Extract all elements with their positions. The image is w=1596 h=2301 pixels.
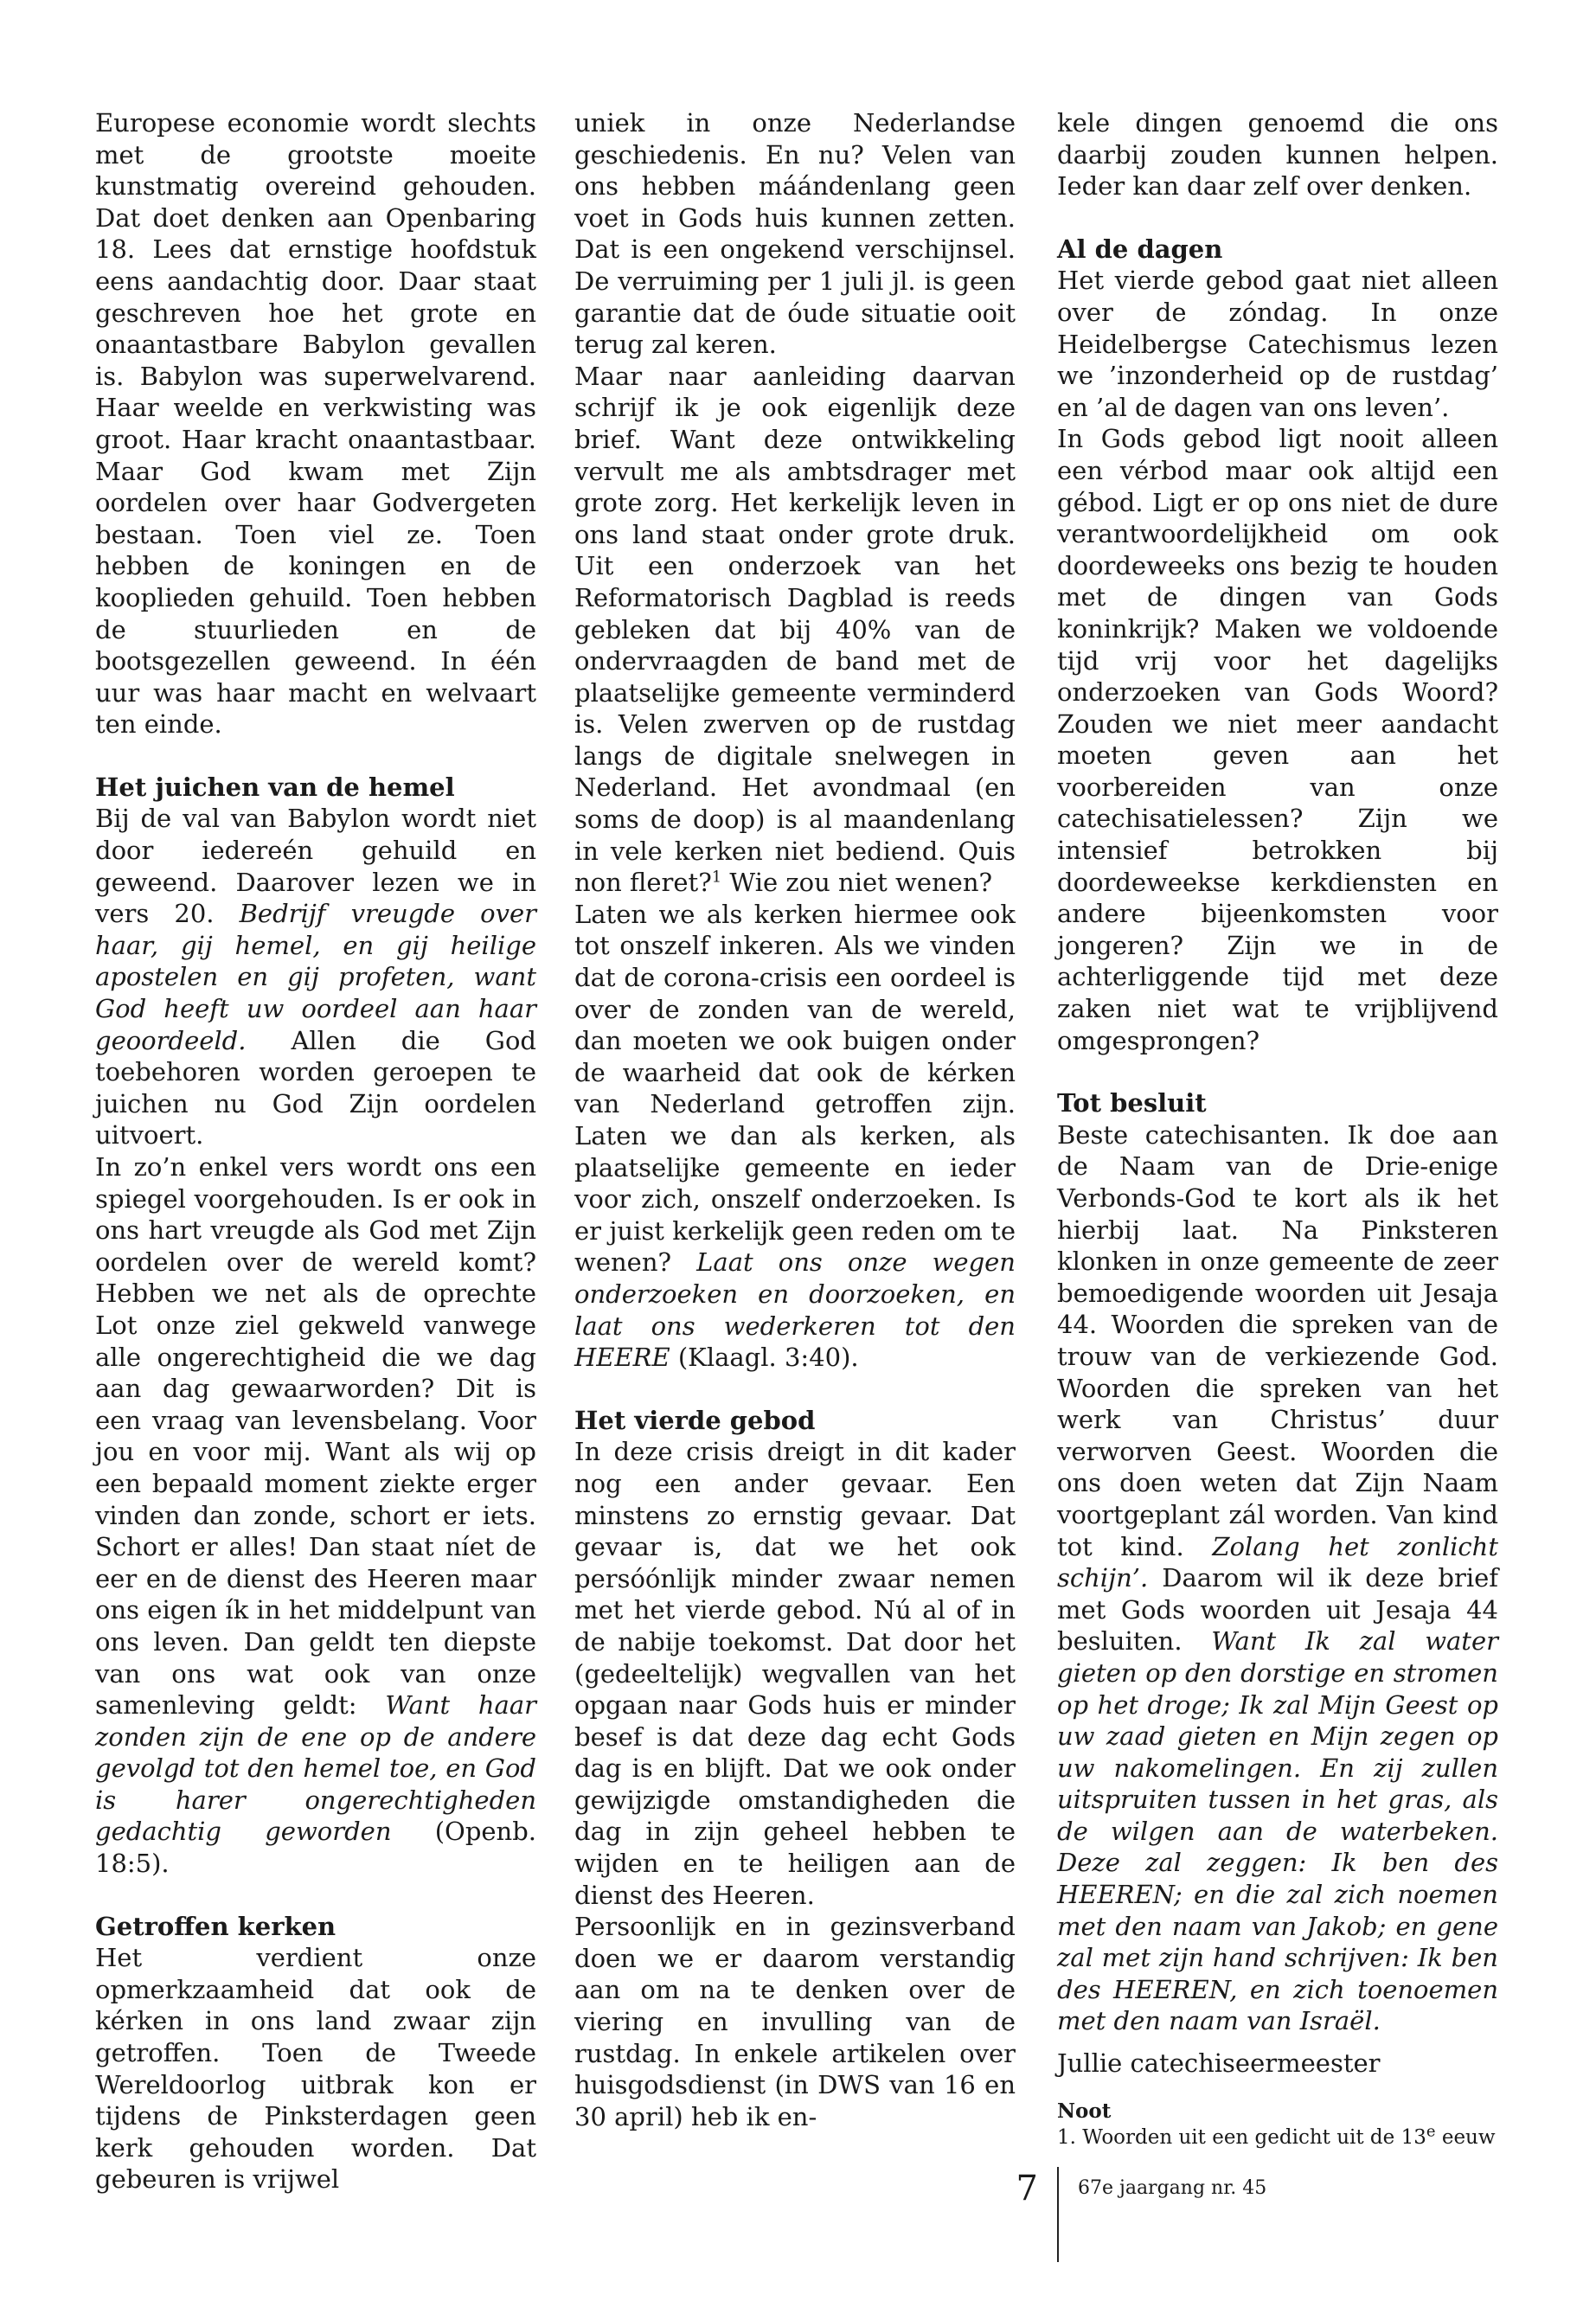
signature-line: Jullie catechiseermeester (1057, 2048, 1381, 2079)
section-heading-getroffen-kerken: Getroffen kerken (95, 1911, 337, 1941)
section-heading-het-vierde-gebod: Het vierde gebod (574, 1405, 816, 1435)
superscript: e (1426, 2121, 1436, 2140)
bible-quote: Want haar zonden zijn de ene op de andere gevolgd tot den hemel toe, en God is harer ongerechtigheden gedachtig geworden (95, 1690, 536, 1847)
quote: Zolang het zonlicht schijn’. (1057, 1531, 1498, 1593)
paragraph: Beste catechisanten. Ik doe aan de Naam van de Drie-enige Verbonds-God te kort als ik het hierbij laat. Na Pinksteren klonken in onze gemeente de zeer bemoedigende woorden uit Jesaja 44. Woorden die spreken van de trouw van de verkiezende God. Woorden die spreken van het werk van Christus’ duur verworven Geest. Woorden die ons doen weten dat Zijn Naam voortgeplant zál worden. Van kind tot kind. Zolang het zonlicht schijn’. Daarom wil ik deze brief met Gods woorden uit Jesaja 44 besluiten. Want Ik zal water gieten op den dorstige en stromen op het droge; Ik zal Mijn Geest op uw zaad gieten en Mijn zegen op uw nakomelingen. En zij zullen uitspruiten tussen in het gras, als de wilgen aan de waterbeken. Deze zal zeggen: Ik ben des HEEREN; en die zal zich noemen met den naam van Jakob; en gene zal met zijn hand schrijven: Ik ben des HEEREN, en zich toenoemen met den naam van Israël. (1057, 1119, 1498, 2036)
paragraph: Het verdient onze opmerkzaamheid dat ook de kérken in ons land zwaar zijn getroffen. Toen de Tweede Wereldoorlog uitbrak kon er tijdens de Pinksterdagen geen kerk gehouden worden. Dat gebeuren is vrijwel (95, 1943, 536, 2195)
paragraph: Het vierde gebod gaat niet alleen over de zóndag. In onze Heidelbergse Catechismus lezen we ’inzonderheid op de rustdag’ en ’al de dagen van ons leven’. (1057, 266, 1498, 422)
paragraph: Laten we als kerken hiermee ook tot onszelf inkeren. Als we vinden dat de corona-crisis een oordeel is over de zonden van de wereld, dan moeten we ook buigen onder de waarheid dat ook de kérken van Nederland getroffen zijn. Laten we dan als kerken, als plaatselijke gemeente en ieder voor zich, onszelf onderzoeken. Is er juist kerkelijk geen reden om te wenen? Laat ons onze wegen onderzoeken en doorzoeken, en laat ons wederkeren tot den HEERE (Klaagl. 3:40). (574, 899, 1016, 1373)
footnote-marker: 1 (711, 868, 722, 887)
paragraph: In deze crisis dreigt in dit kader nog een ander gevaar. Een minstens zo ernstig gevaar. Dat gevaar is, dat we het ook persóónlijk minder zwaar nemen met het vierde gebod. Nú al of in de nabije toekomst. Dat door het (gedeeltelijk) wegvallen van het opgaan naar Gods huis er minder besef is dat deze dag echt Gods dag is en blijft. Dat we ook onder gewijzigde omstandigheden die dag in zijn geheel hebben te wijden en te heiligen aan de dienst des Heeren. (574, 1437, 1016, 1910)
paragraph: Maar naar aanleiding daarvan schrijf ik je ook eigenlijk deze brief. Want deze ontwikkeling vervult me als ambtsdrager met grote zorg. Het kerkelijk leven in ons land staat onder grote druk. Uit een onderzoek van het Reformatorisch Dagblad is reeds gebleken dat bij 40% van de ondervraagden de band met de plaatselijke gemeente verminderd is. Velen zwerven op de rustdag langs de digitale snelwegen in Nederland. Het avondmaal (en soms de doop) is al maandenlang in vele kerken niet bediend. Quis non fleret?$^1$ Wie zou niet wenen? (574, 361, 1016, 898)
paragraph: In zo’n enkel vers wordt ons een spiegel voorgehouden. Is er ook in ons hart vreugde als God met Zijn oordelen over de wereld komt? Hebben we net als de oprechte Lot onze ziel gekweld vanwege alle ongerechtigheid die we dag aan dag gewaarworden? Dit is een vraag van levensbelang. Voor jou en voor mij. Want als wij op een bepaald moment ziekte erger vinden dan zonde, schort er iets. Schort er alles! Dan staat níet de eer en de dienst des Heeren maar ons eigen ík in het middelpunt van ons leven. Dan geldt ten diepste van ons wat ook van onze samenleving geldt: Want haar zonden zijn de ene op de andere gevolgd tot den hemel toe, en God is harer ongerechtigheden gedachtig geworden (Openb. 18:5). (95, 1152, 537, 1879)
bible-quote: Laat ons onze wegen onderzoeken en doorzoeken, en laat ons wederkeren tot den HEERE (574, 1247, 1016, 1373)
issue-info: 67e jaargang nr. 45 (1078, 2177, 1267, 2199)
page-number: 7 (1016, 2169, 1038, 2208)
section-heading-het-juichen: Het juichen van de hemel (95, 772, 455, 802)
article-column-3 (1057, 107, 1498, 2150)
article-column-1 (95, 107, 536, 2195)
footnote: 1. Woorden uit een gedicht uit de 13e eeuw (1057, 2121, 1496, 2149)
bible-quote: Bedrijf vreugde over haar, gij hemel, en gij heilige apostelen en gij profeten, want God heeft uw oordeel aan haar geoordeeld. (95, 899, 536, 1055)
section-heading-al-de-dagen: Al de dagen (1057, 234, 1223, 264)
footer-divider (1057, 2167, 1059, 2262)
section-heading-tot-besluit: Tot besluit (1057, 1088, 1207, 1118)
paragraph: Europese economie wordt slechts met de grootste moeite kunstmatig overeind gehouden. Dat doet denken aan Openbaring 18. Lees dat ernstige hoofdstuk eens aandachtig door. Daar staat geschreven hoe het grote en onaantastbare Babylon gevallen is. Babylon was superwelvarend. Haar weelde en verkwisting was groot. Haar kracht onaantastbaar. Maar God kwam met Zijn oordelen over haar Godvergeten bestaan. Toen viel ze. Toen hebben de koningen en de kooplieden gehuild. Toen hebben de stuurlieden en de bootsgezellen geweend. In één uur was haar macht en welvaart ten einde. (95, 108, 536, 740)
page-footer (0, 2167, 1596, 2262)
paragraph: kele dingen genoemd die ons daarbij zouden kunnen helpen. Ieder kan daar zelf over denken. (1057, 108, 1498, 202)
paragraph: In Gods gebod ligt nooit alleen een vérbod maar ook altijd een gébod. Ligt er op ons niet de dure verantwoordelijkheid om ook doordeweeks ons bezig te houden met de dingen van Gods koninkrijk? Maken we voldoende tijd vrij voor het dagelijks onderzoeken van Gods Woord? Zouden we niet meer aandacht moeten geven aan het voorbereiden van onze catechisatielessen? Zijn we intensief betrokken bij doordeweekse kerkdiensten en andere bijeenkomsten voor jongeren? Zijn we in de achterliggende tijd met deze zaken niet wat te vrijblijvend omgesprongen? (1057, 424, 1498, 1055)
paragraph: Persoonlijk en in gezinsverband doen we er daarom verstandig aan om na te denken over de viering en invulling van de rustdag. In enkele artikelen over huisgodsdienst (in DWS van 16 en 30 april) heb ik en- (574, 1912, 1016, 2131)
paragraph: Bij de val van Babylon wordt niet door iedereén gehuild en geweend. Daarover lezen we in vers 20. Bedrijf vreugde over haar, gij hemel, en gij heilige apostelen en gij profeten, want God heeft uw oordeel aan haar geoordeeld. Allen die God toebehoren worden geroepen te juichen nu God Zijn oordelen uitvoert. (95, 804, 536, 1150)
footnote-heading: Noot (1057, 2099, 1112, 2123)
bible-quote: Want Ik zal water gieten op den dorstige en stromen op het droge; Ik zal Mijn Geest op uw zaad gieten en Mijn zegen op uw nakomelingen. En zij zullen uitspruiten tussen in het gras, als de wilgen aan de waterbeken. Deze zal zeggen: Ik ben des HEEREN; en die zal zich noemen met den naam van Jakob; en gene zal met zijn hand schrijven: Ik ben des HEEREN, en zich toenoemen met den naam van Israël. (1057, 1626, 1498, 2036)
article-column-2 (574, 107, 1016, 2132)
paragraph: uniek in onze Nederlandse geschiedenis. En nu? Velen van ons hebben máándenlang geen voet in Gods huis kunnen zetten. Dat is een ongekend verschijnsel. De verruiming per 1 juli jl. is geen garantie dat de óude situatie ooit terug zal keren. (574, 108, 1016, 360)
